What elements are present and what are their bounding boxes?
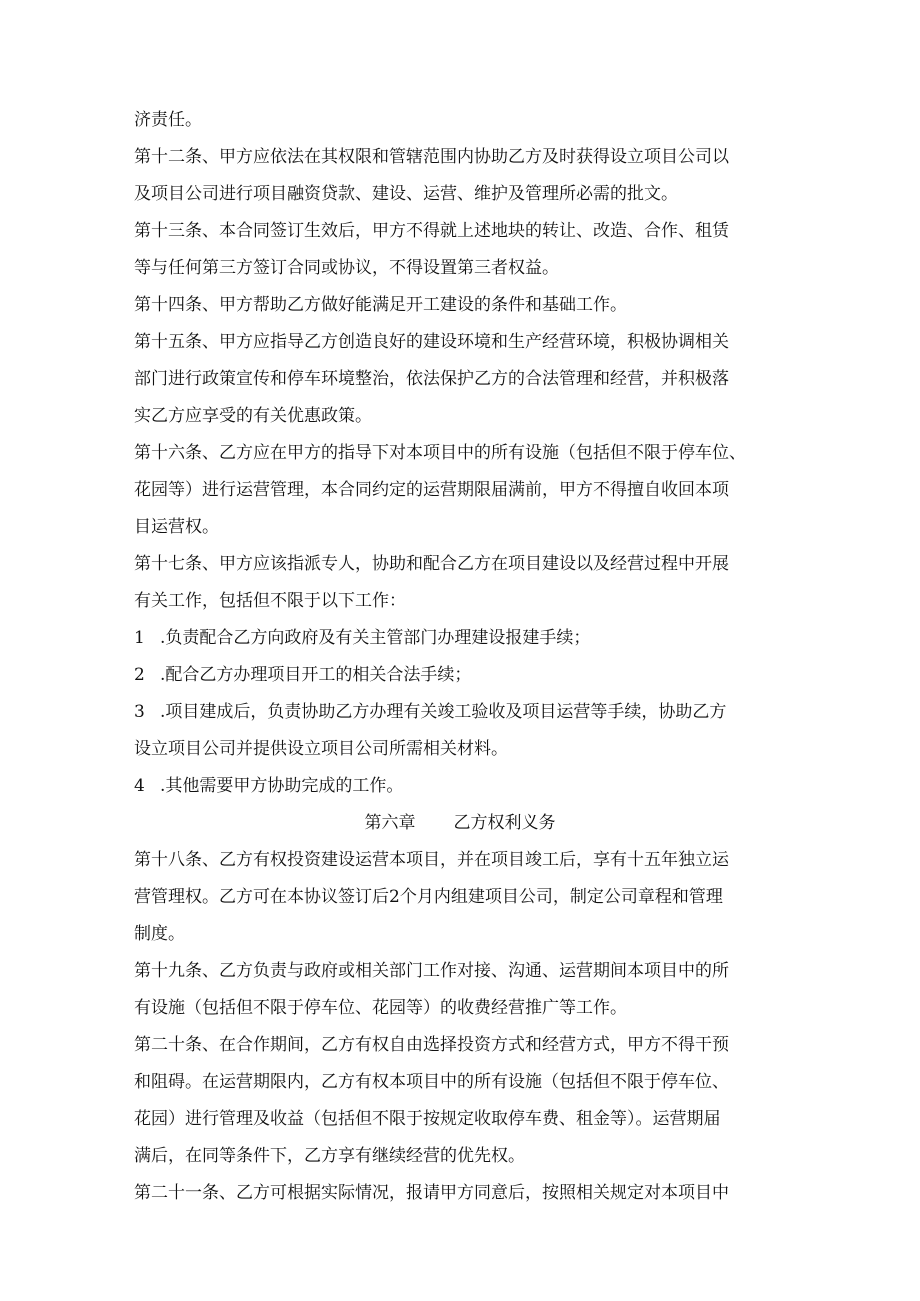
chapter-title (0, 811, 920, 835)
list-number: 1 (134, 628, 145, 648)
text-line: 等与任何第三方签订合同或协议，不得设置第三者权益。 (134, 258, 559, 278)
text-line: 有设施（包括但不限于停车位、花园等）的收费经营推广等工作。 (134, 998, 627, 1018)
text-line: 花园等）进行运营管理，本合同约定的运营期限届满前，甲方不得擅自收回本项 (134, 480, 729, 500)
text-line: 第十六条、乙方应在甲方的指导下对本项目中的所有设施（包括但不限于停车位、 (134, 443, 746, 463)
list-text: .负责配合乙方向政府及有关主管部门办理建设报建手续； (160, 628, 591, 648)
text-line: 第十七条、甲方应该指派专人，协助和配合乙方在项目建设以及经营过程中开展 (134, 554, 729, 574)
text-line: 济责任。 (134, 110, 202, 130)
text-line: 第十二条、甲方应依法在其权限和管辖范围内协助乙方及时获得设立项目公司以 (134, 147, 729, 167)
text-line: 有关工作，包括但不限于以下工作： (134, 591, 406, 611)
list-number: 2 (134, 665, 145, 685)
text-line: 部门进行政策宣传和停车环境整治，依法保护乙方的合法管理和经营，并积极落 (134, 369, 729, 389)
text-line: 及项目公司进行项目融资贷款、建设、运营、维护及管理所必需的批文。 (134, 184, 678, 204)
text-line: 营管理权。乙方可在本协议签订后2个月内组建项目公司，制定公司章程和管理 (134, 887, 723, 907)
list-item (134, 774, 403, 798)
chapter-name: 乙方权利义务 (453, 813, 556, 833)
list-text: .其他需要甲方协助完成的工作。 (160, 776, 404, 796)
list-item (134, 700, 726, 724)
text-line: 第十三条、本合同签订生效后，甲方不得就上述地块的转让、改造、合作、租赁 (134, 221, 729, 241)
text-line: 满后，在同等条件下，乙方享有继续经营的优先权。 (134, 1146, 525, 1166)
list-text: .项目建成后，负责协助乙方办理有关竣工验收及项目运营等手续，协助乙方 (160, 702, 727, 722)
list-item (134, 663, 471, 687)
text-line: 制度。 (134, 924, 185, 944)
text-line: 第十九条、乙方负责与政府或相关部门工作对接、沟通、运营期间本项目中的所 (134, 961, 729, 981)
text-line: 第十八条、乙方有权投资建设运营本项目，并在项目竣工后，享有十五年独立运 (134, 850, 729, 870)
text-line: 实乙方应享受的有关优惠政策。 (134, 406, 372, 426)
text-line: 第二十条、在合作期间，乙方有权自由选择投资方式和经营方式，甲方不得干预 (134, 1035, 729, 1055)
list-item (134, 626, 590, 650)
text-line: 第二十一条、乙方可根据实际情况，报请甲方同意后，按照相关规定对本项目中 (134, 1183, 729, 1203)
text-line: 设立项目公司并提供设立项目公司所需相关材料。 (134, 739, 508, 759)
chapter-number: 第六章 (364, 813, 416, 833)
list-text: .配合乙方办理项目开工的相关合法手续； (160, 665, 472, 685)
text-line: 第十五条、甲方应指导乙方创造良好的建设环境和生产经营环境，积极协调相关 (134, 332, 729, 352)
text-line: 目运营权。 (134, 517, 219, 537)
list-number: 3 (134, 702, 145, 722)
text-line: 花园）进行管理及收益（包括但不限于按规定收取停车费、租金等）。运营期届 (134, 1109, 721, 1129)
text-line: 和阻碍。在运营期限内，乙方有权本项目中的所有设施（包括但不限于停车位、 (134, 1072, 729, 1092)
text-line: 第十四条、甲方帮助乙方做好能满足开工建设的条件和基础工作。 (134, 295, 627, 315)
list-number: 4 (134, 776, 145, 796)
